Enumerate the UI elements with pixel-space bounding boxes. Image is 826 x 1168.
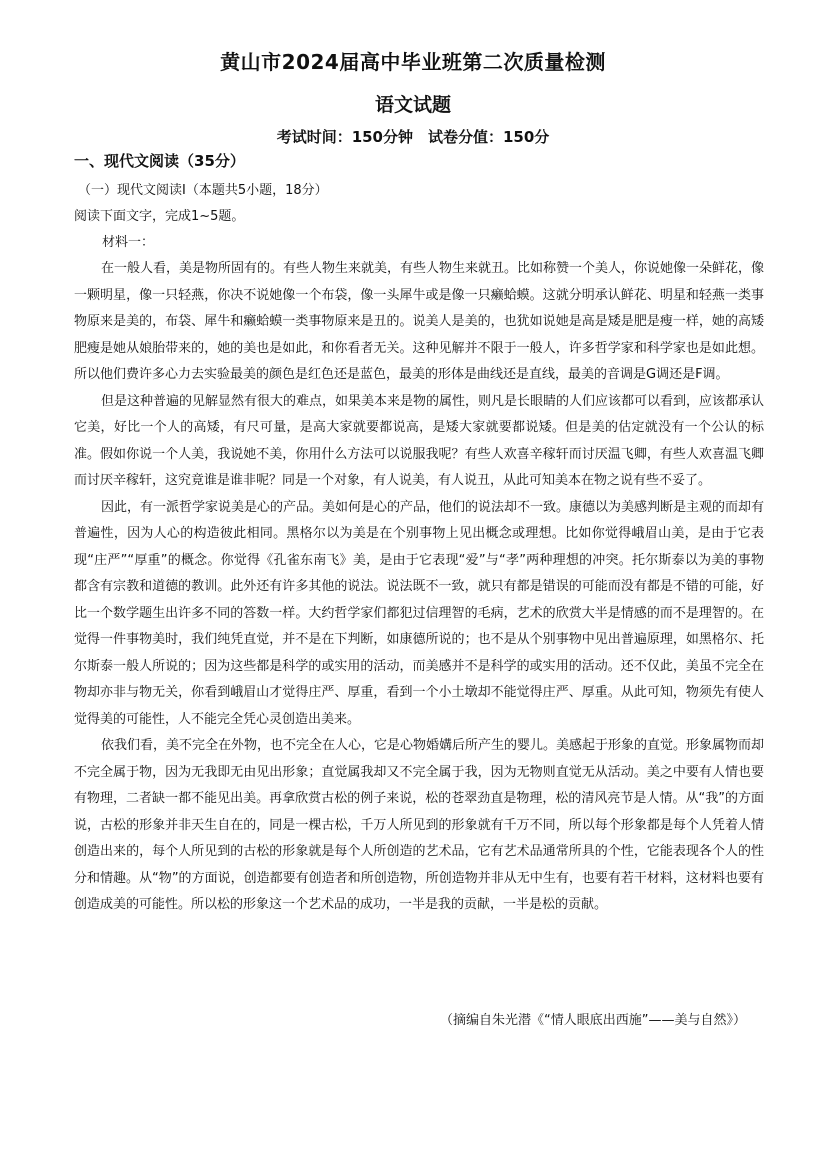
exam-info: 考试时间：150分钟 试卷分值：150分: [276, 128, 550, 146]
passage-source: （摘编自朱光潜《“情人眼底出西施”——美与自然》）: [440, 1013, 746, 1028]
paragraph: 依我们看，美不完全在外物，也不完全在人心，它是心物婚媾后所产生的婴儿。美感起于形象的直觉。形象属物而却不完全属于物，因为无我即无由见出形象；直觉属我却又不完全属于我，因为无物则直觉无从活动。美之中要有人情也要有物理，二者缺一都不能见出美。再拿欣赏古松的例子来说，松的苍翠劲直是物理，松的清风亮节是人情。从“我”的方面说，古松的形象并非天生自在的，同是一棵古松，千万人所见到的形象就有千万不同，所以每个形象都是每个人凭着人情创造出来的，每个人所见到的古松的形象就是每个人所创造的艺术品，它有艺术品通常所具的个性，它能表现各个人的性分和情趣。从“物”的方面说，创造都要有创造者和所创造物，所创造物并非从无中生有，也要有若干材料，这材料也要有创造成美的可能性。所以松的形象这一个艺术品的成功，一半是我的贡献，一半是松的贡献。: [74, 738, 765, 912]
section-heading: 一、现代文阅读（35分）: [74, 152, 245, 170]
passage-body: [74, 256, 764, 919]
exam-title: 黄山市2024届高中毕业班第二次质量检测: [220, 50, 606, 74]
reading-instruction: 阅读下面文字，完成1~5题。: [74, 209, 245, 224]
paragraph: 但是这种普遍的见解显然有很大的难点，如果美本来是物的属性，则凡是长眼睛的人们应该都可以看到，应该都承认它美，好比一个人的高矮，有尺可量，是高大家就要都说高，是矮大家就要都说矮。但是美的估定就没有一个公认的标准。假如你说一个人美，我说她不美，你用什么方法可以说服我呢？有些人欢喜辛稼轩而讨厌温飞卿，有些人欢喜温飞卿而讨厌辛稼轩，这究竟谁是谁非呢？同是一个对象，有人说美，有人说丑，从此可知美本在物之说有些不妥了。: [74, 393, 765, 488]
paragraph: 因此，有一派哲学家说美是心的产品。美如何是心的产品，他们的说法却不一致。康德以为美感判断是主观的而却有普遍性，因为人心的构造彼此相同。黑格尔以为美是在个别事物上见出概念或理想。比如你觉得峨眉山美，是由于它表现“庄严”“厚重”的概念。你觉得《孔雀东南飞》美，是由于它表现“爱”与“孝”两种理想的冲突。托尔斯泰以为美的事物都含有宗教和道德的教训。此外还有许多其他的说法。说法既不一致，就只有都是错误的可能而没有都是不错的可能，好比一个数学题生出许多不同的答数一样。大约哲学家们都犯过信理智的毛病，艺术的欣赏大半是情感的而不是理智的。在觉得一件事物美时，我们纯凭直觉，并不是在下判断，如康德所说的；也不是从个别事物中见出普遍原理，如黑格尔、托尔斯泰一般人所说的；因为这些都是科学的或实用的活动，而美感并不是科学的或实用的活动。还不仅此，美虽不完全在物却亦非与物无关，你看到峨眉山才觉得庄严、厚重，看到一个小土墩却不能觉得庄严、厚重。从此可知，物须先有使人觉得美的可能性，人不能完全凭心灵创造出美来。: [74, 499, 765, 727]
section-subheading: （一）现代文阅读Ⅰ（本题共5小题，18分）: [78, 183, 328, 198]
paragraph: 在一般人看，美是物所固有的。有些人物生来就美，有些人物生来就丑。比如称赞一个美人，你说她像一朵鲜花，像一颗明星，像一只轻燕，你决不说她像一个布袋，像一头犀牛或是像一只癞蛤蟆。这就分明承认鲜花、明星和轻燕一类事物原来是美的，布袋、犀牛和癞蛤蟆一类事物原来是丑的。说美人是美的，也犹如说她是高是矮是肥是瘦一样，她的高矮肥瘦是她从娘胎带来的，她的美也是如此，和你看者无关。这种见解并不限于一般人，许多哲学家和科学家也是如此想。所以他们费许多心力去实验最美的颜色是红色还是蓝色，最美的形体是曲线还是直线，最美的音调是G调还是F调。: [74, 261, 765, 382]
material-label: 材料一：: [102, 235, 155, 250]
subject-title: 语文试题: [374, 94, 451, 116]
